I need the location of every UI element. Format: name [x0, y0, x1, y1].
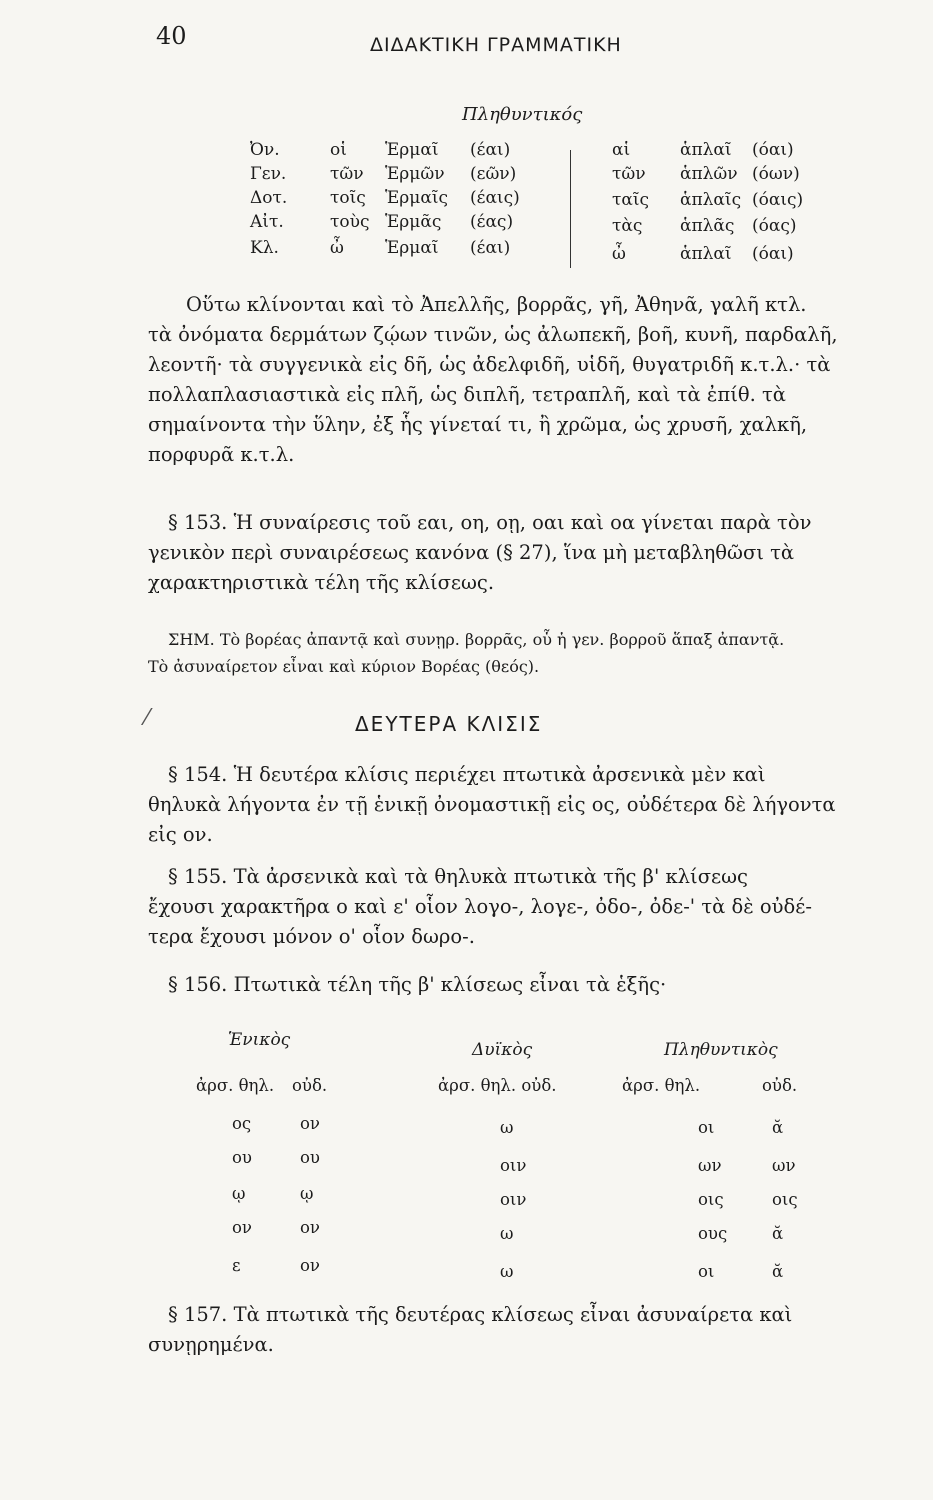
ending-cell: ᾰ: [772, 1224, 784, 1243]
paragraph-153: [148, 508, 908, 598]
article-left: τοὺς: [330, 212, 370, 232]
text-line: § 153. Ἡ συναίρεσις τοῦ εαι, οη, οῃ, οαι καὶ οα γίνεται παρὰ τὸν: [168, 511, 812, 534]
margin-mark: ⁄: [145, 706, 149, 731]
subheading: οὐδ.: [762, 1076, 798, 1095]
subheading: ἀρσ. θηλ.: [196, 1076, 275, 1095]
article-right: τὰς: [612, 216, 643, 236]
article-left: τοῖς: [330, 188, 366, 208]
note-line: ΣΗΜ. Τὸ βορέας ἀπαντᾷ καὶ συνῃρ. βορρᾶς, οὗ ἡ γεν. βορροῦ ἅπαξ ἀπαντᾷ.: [168, 630, 785, 649]
ending-right: (όαις): [752, 190, 804, 210]
ending-cell: ῳ: [232, 1184, 246, 1203]
noun-right: ἁπλᾶς: [680, 216, 735, 236]
ending-left: (έαις): [470, 188, 520, 208]
noun-left: Ἑρμαῖ: [385, 140, 439, 160]
ending-right: (όων): [752, 164, 800, 184]
ending-cell: ω: [500, 1224, 514, 1243]
article-left: τῶν: [330, 164, 364, 184]
ending-right: (όαι): [752, 244, 794, 264]
ending-cell: οις: [772, 1190, 798, 1209]
text-line: συνῃρημένα.: [148, 1333, 274, 1356]
text-line: εἰς ον.: [148, 823, 213, 846]
case-label: Ὀν.: [250, 140, 280, 160]
ending-cell: οι: [698, 1262, 715, 1281]
ending-cell: ον: [300, 1256, 320, 1275]
article-left: οἱ: [330, 140, 347, 160]
text-line: γενικὸν περὶ συναιρέσεως κανόνα (§ 27), ἵνα μὴ μεταβληθῶσι τὰ: [148, 541, 795, 564]
paragraph-157: [148, 1300, 908, 1360]
noun-right: ἁπλαῖ: [680, 244, 732, 264]
ending-cell: ῳ: [300, 1184, 314, 1203]
ending-left: (εῶν): [470, 164, 517, 184]
noun-right: ἁπλαῖς: [680, 190, 742, 210]
group-heading-plural: Πληθυντικὸς: [664, 1040, 778, 1060]
noun-left: Ἑρμαῖ: [385, 238, 439, 258]
article-right: τῶν: [612, 164, 646, 184]
ending-cell: οι: [698, 1118, 715, 1137]
ending-cell: ον: [232, 1218, 252, 1237]
text-line: πορφυρᾶ κ.τ.λ.: [148, 443, 295, 466]
ending-cell: ους: [698, 1224, 728, 1243]
noun-left: Ἑρμᾶς: [385, 212, 442, 232]
ending-right: (όας): [752, 216, 797, 236]
page-number: 40: [156, 22, 187, 50]
text-line: πολλαπλασιαστικὰ εἰς πλῆ, ὡς διπλῆ, τετραπλῆ, καὶ τὰ ἐπίθ. τὰ: [148, 383, 786, 406]
text-line: θηλυκὰ λήγοντα ἐν τῇ ἑνικῇ ὀνομαστικῇ εἰς ος, οὐδέτερα δὲ λήγοντα: [148, 793, 836, 816]
running-title: ΔΙΔΑΚΤΙΚΗ ΓΡΑΜΜΑΤΙΚΗ: [370, 34, 622, 56]
text-line: Οὕτω κλίνονται καὶ τὸ Ἀπελλῆς, βορρᾶς, γῆ, Ἀθηνᾶ, γαλῆ κτλ.: [186, 293, 807, 316]
subheading: οὐδ.: [292, 1076, 328, 1095]
ending-cell: ον: [300, 1218, 320, 1237]
note-line: Τὸ ἀσυναίρετον εἶναι καὶ κύριον Βορέας (θεός).: [148, 657, 540, 676]
paragraph-155: [148, 862, 908, 952]
ending-left: (έας): [470, 212, 514, 232]
subheading: ἀρσ. θηλ. οὐδ.: [438, 1076, 557, 1095]
article-right: ὦ: [612, 244, 626, 264]
subheading: ἀρσ. θηλ.: [622, 1076, 701, 1095]
ending-left: (έαι): [470, 238, 511, 258]
text-line: § 156. Πτωτικὰ τέλη τῆς β' κλίσεως εἶναι τὰ ἑξῆς·: [168, 973, 667, 996]
group-heading-dual: Δυϊκὸς: [472, 1040, 533, 1060]
article-right: αἱ: [612, 140, 631, 160]
text-line: τὰ ὀνόματα δερμάτων ζῴων τινῶν, ὡς ἀλωπεκῆ, βοῆ, κυνῆ, παρδαλῆ,: [148, 323, 838, 346]
ending-cell: οιν: [500, 1156, 527, 1175]
ending-cell: ον: [300, 1114, 320, 1133]
case-label: Γεν.: [250, 164, 287, 184]
ending-left: (έαι): [470, 140, 511, 160]
ending-cell: ου: [300, 1148, 320, 1167]
noun-right: ἁπλῶν: [680, 164, 738, 184]
plural-title: Πληθυντικός: [462, 104, 583, 125]
note-block: [148, 626, 908, 680]
table-divider: [570, 150, 571, 268]
text-line: ἔχουσι χαρακτῆρα ο καὶ ε' οἷον λογο-, λογε-, ὀδο-, ὀδε-' τὰ δὲ οὐδέ-: [148, 895, 812, 918]
group-heading-singular: Ἑνικὸς: [228, 1030, 291, 1050]
ending-cell: ε: [232, 1256, 241, 1275]
text-line: § 157. Τὰ πτωτικὰ τῆς δευτέρας κλίσεως εἶναι ἀσυναίρετα καὶ: [168, 1303, 793, 1326]
text-line: § 155. Τὰ ἀρσενικὰ καὶ τὰ θηλυκὰ πτωτικὰ τῆς β' κλίσεως: [168, 865, 748, 888]
paragraph-156: [148, 970, 908, 1000]
text-line: § 154. Ἡ δευτέρα κλίσις περιέχει πτωτικὰ ἀρσενικὰ μὲν καὶ: [168, 763, 766, 786]
ending-cell: ᾰ: [772, 1262, 784, 1281]
section-heading: ΔΕΥΤΕΡΑ ΚΛΙΣΙΣ: [355, 712, 543, 736]
ending-cell: ω: [500, 1118, 514, 1137]
noun-left: Ἑρμαῖς: [385, 188, 449, 208]
ending-cell: ᾰ: [772, 1118, 784, 1137]
article-left: ὦ: [330, 238, 344, 258]
case-label: Αἰτ.: [250, 212, 284, 232]
case-label: Δοτ.: [250, 188, 288, 208]
ending-cell: ων: [772, 1156, 796, 1175]
text-line: σημαίνοντα τὴν ὕλην, ἐξ ἧς γίνεταί τι, ἢ χρῶμα, ὡς χρυσῆ, χαλκῆ,: [148, 413, 808, 436]
ending-cell: οιν: [500, 1190, 527, 1209]
article-right: ταῖς: [612, 190, 650, 210]
ending-right: (όαι): [752, 140, 794, 160]
ending-cell: ου: [232, 1148, 252, 1167]
noun-right: ἁπλαῖ: [680, 140, 732, 160]
paragraph-declension: [148, 290, 908, 470]
case-label: Κλ.: [250, 238, 279, 258]
noun-left: Ἑρμῶν: [385, 164, 445, 184]
text-line: τερα ἔχουσι μόνον ο' οἷον δωρο-.: [148, 925, 475, 948]
text-line: χαρακτηριστικὰ τέλη τῆς κλίσεως.: [148, 571, 495, 594]
ending-cell: ω: [500, 1262, 514, 1281]
ending-cell: ος: [232, 1114, 252, 1133]
ending-cell: οις: [698, 1190, 724, 1209]
ending-cell: ων: [698, 1156, 722, 1175]
paragraph-154: [148, 760, 908, 850]
text-line: λεοντῆ· τὰ συγγενικὰ εἰς δῆ, ὡς ἀδελφιδῆ, υἱδῆ, θυγατριδῆ κ.τ.λ.· τὰ: [148, 353, 831, 376]
